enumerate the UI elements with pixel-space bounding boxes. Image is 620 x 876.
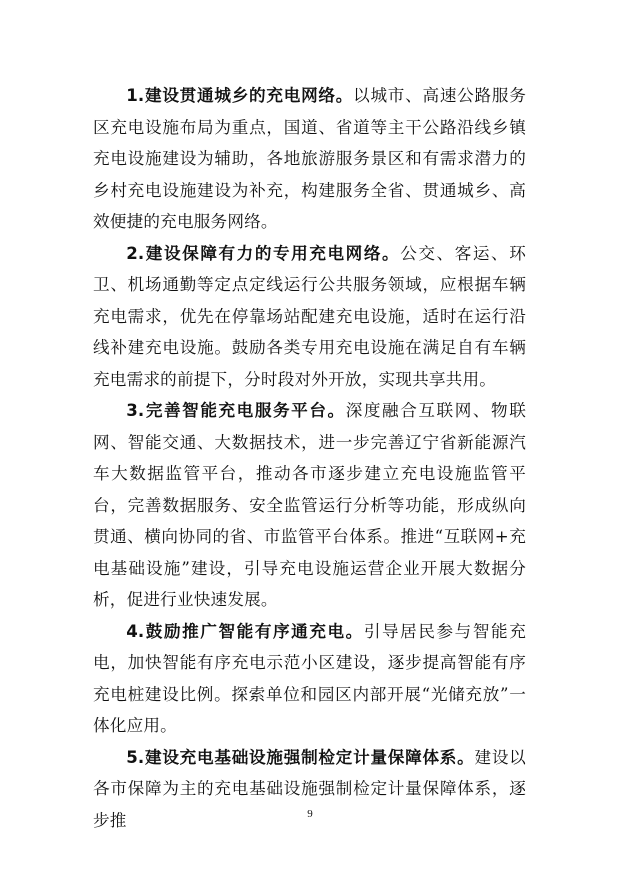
paragraph-4 [93, 616, 526, 742]
paragraph-5-text: 建设以各市保障为主的充电基础设施强制检定计量保障体系，逐步推 [93, 747, 526, 830]
paragraph-5 [93, 742, 526, 837]
paragraph-2 [93, 238, 526, 396]
paragraph-3 [93, 395, 526, 616]
paragraph-5-heading: 5.建设充电基础设施强制检定计量保障体系。 [126, 747, 475, 767]
page-number: 9 [307, 808, 313, 820]
paragraph-4-heading: 4.鼓励推广智能有序通充电。 [126, 621, 364, 641]
paragraph-3-heading: 3.完善智能充电服务平台。 [126, 401, 346, 420]
paragraph-1-heading: 1.建设贯通城乡的充电网络。 [126, 86, 354, 105]
paragraph-2-heading: 2.建设保障有力的专用充电网络。 [126, 243, 401, 263]
paragraph-3-text: 深度融合互联网、物联网、智能交通、大数据技术，进一步完善辽宁省新能源汽车大数据监管平台，推动各市逐步建立充电设施监管平台，完善数据服务、安全监管运行分析等功能，形成纵向贯通、横向协同的省、市监管平台体系。推进“互联网+充电基础设施”建设，引导充电设施运营企业开展大数据分析，促进行业快速发展。 [93, 401, 527, 609]
paragraph-4-text: 引导居民参与智能充电，加快智能有序充电示范小区建设，逐步提高智能有序充电桩建设比例。探索单位和园区内部开展“光储充放”一体化应用。 [93, 621, 526, 735]
paragraph-2-text: 公交、客运、环卫、机场通勤等定点定线运行公共服务领域，应根据车辆充电需求，优先在停靠场站配建充电设施，适时在运行沿线补建充电设施。鼓励各类专用充电设施在满足自有车辆充电需求的前提下，分时段对外开放，实现共享共用。 [93, 243, 526, 389]
paragraph-1 [93, 80, 526, 238]
paragraph-1-text: 以城市、高速公路服务区充电设施布局为重点，国道、省道等主干公路沿线乡镇充电设施建设为辅助，各地旅游服务景区和有需求潜力的乡村充电设施建设为补充，构建服务全省、贯通城乡、高效便捷的充电服务网络。 [93, 86, 526, 231]
document-body [93, 80, 526, 836]
